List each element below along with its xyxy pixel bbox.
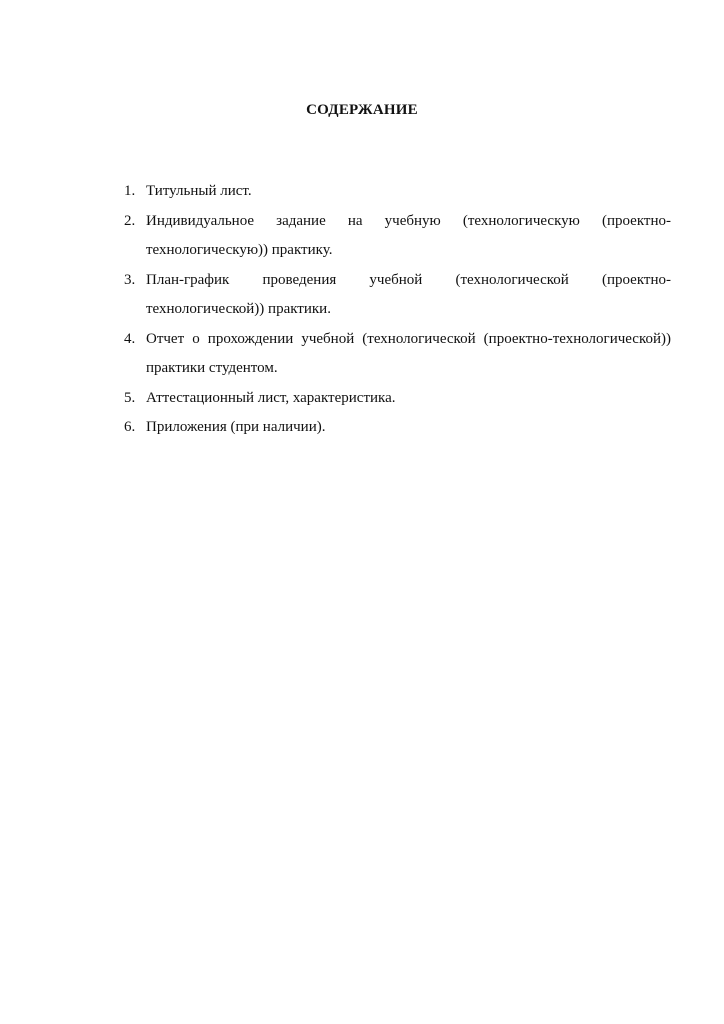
toc-item-text: Титульный лист. bbox=[146, 183, 252, 199]
toc-item-number: 2. bbox=[124, 212, 136, 229]
toc-item-text: Аттестационный лист, характеристика. bbox=[146, 389, 396, 406]
toc-item-number: 4. bbox=[124, 330, 136, 347]
toc-item-number: 5. bbox=[124, 389, 136, 406]
toc-item-4 bbox=[124, 325, 671, 384]
toc-item-text: Отчет о прохождении учебной (технологической (проектно-технологической)) практики студентом. bbox=[146, 330, 671, 376]
toc-item-5 bbox=[124, 384, 671, 414]
toc-item-text: План-график проведения учебной (технологической (проектно-технологической)) практики. bbox=[146, 271, 671, 317]
page-title: СОДЕРЖАНИЕ bbox=[306, 102, 418, 118]
toc-item-number: 3. bbox=[124, 271, 136, 288]
toc-item-number: 6. bbox=[124, 419, 136, 435]
toc-item-6 bbox=[124, 413, 671, 443]
toc-item-3 bbox=[124, 266, 671, 325]
toc-item-2 bbox=[124, 207, 671, 266]
toc-item-text: Индивидуальное задание на учебную (технологическую (проектно-технологическую)) практику. bbox=[146, 212, 671, 258]
table-of-contents bbox=[124, 177, 671, 443]
toc-item-1 bbox=[124, 177, 671, 207]
toc-item-text: Приложения (при наличии). bbox=[146, 419, 326, 435]
toc-item-number: 1. bbox=[124, 183, 136, 199]
